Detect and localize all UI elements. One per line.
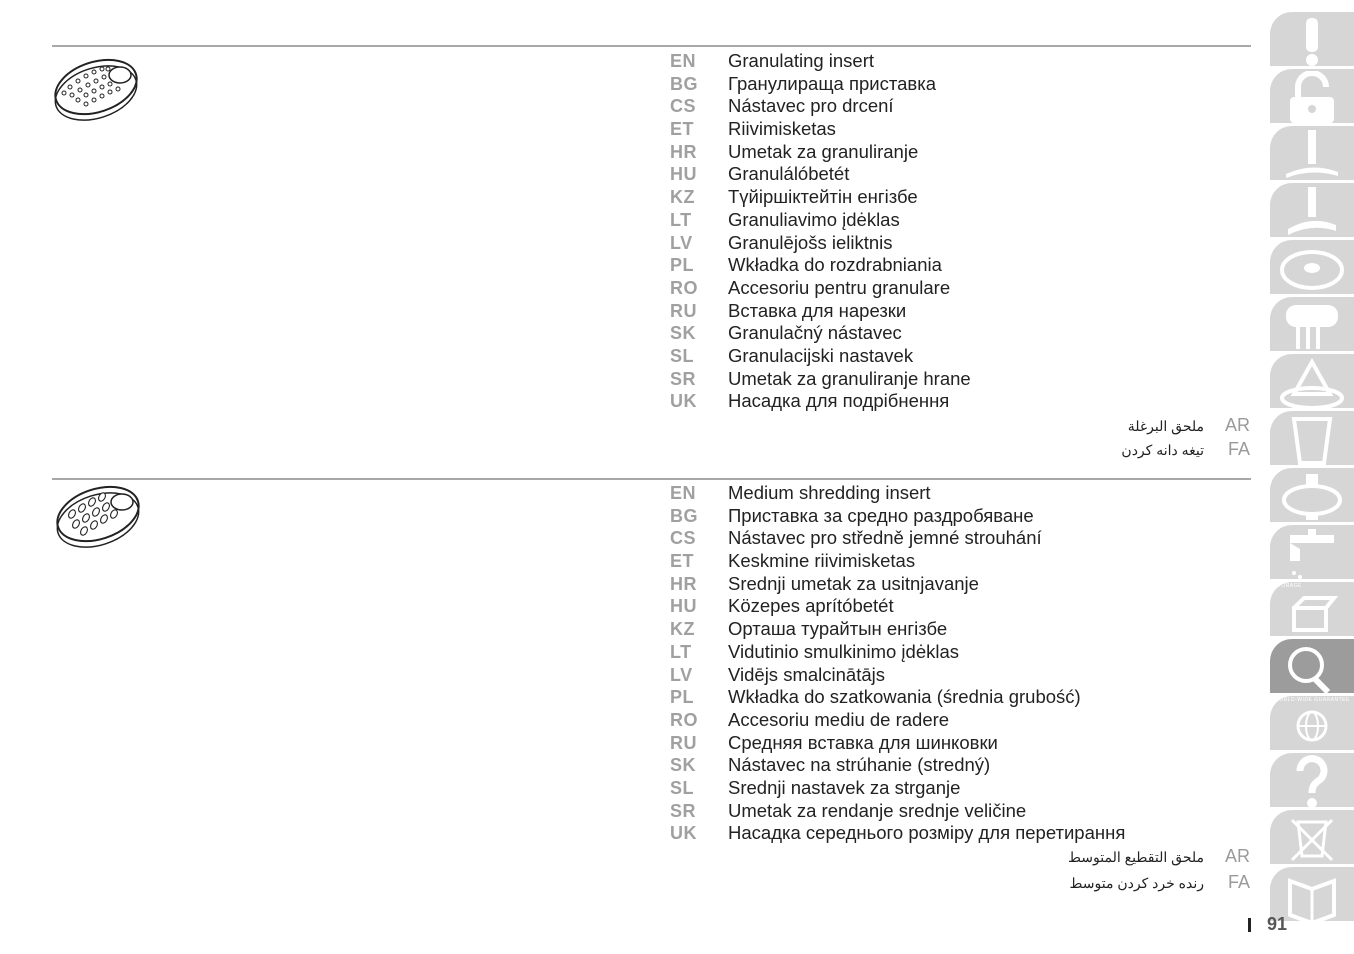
food-processor-icon <box>1276 470 1348 522</box>
item-name: Accesoriu pentru granulare <box>728 276 951 298</box>
unlock-icon <box>1276 71 1348 123</box>
language-code: SR <box>670 368 697 389</box>
item-name: Орташа турайтын енгізбе <box>728 618 948 640</box>
language-code: HR <box>670 573 697 594</box>
item-name: Umetak za rendanje srednje veličine <box>728 799 1027 821</box>
page-number-text: 91 <box>1267 914 1288 934</box>
language-row-sl <box>670 345 1250 368</box>
magnifier-icon <box>1276 641 1348 693</box>
item-name: Nástavec na strúhanie (stredný) <box>728 754 991 776</box>
item-name: Vidutinio smulkinimo įdėklas <box>728 640 960 662</box>
language-code: BG <box>670 505 698 526</box>
language-code: KZ <box>670 619 695 640</box>
warning-icon <box>1276 14 1348 66</box>
page-number <box>1248 914 1287 935</box>
item-name: Granuliavimo įdėklas <box>728 208 900 230</box>
rtl-text: تیغه دانه کردن <box>1121 442 1204 458</box>
language-row-pl <box>670 254 1250 277</box>
item-name: Accesoriu mediu de radere <box>728 708 950 730</box>
chapter-tab-book[interactable] <box>1270 867 1354 921</box>
rtl-code: FA <box>1227 439 1250 459</box>
tab-label: STORAGE <box>1274 583 1302 589</box>
language-row-bg <box>670 505 1250 528</box>
item-name: Medium shredding insert <box>728 482 931 503</box>
rtl-text: ملحق البرغلة <box>1127 418 1204 434</box>
section-divider <box>52 478 1251 480</box>
item-name: Granulálóbetét <box>728 163 850 185</box>
item-name: Granulačný nástavec <box>728 322 902 344</box>
rtl-row-ar <box>1128 413 1250 437</box>
item-name: Приставка за средно раздробяване <box>728 504 1034 526</box>
language-row-lv <box>670 232 1250 255</box>
language-row-ru <box>670 732 1250 755</box>
item-name: Түйіршіктейтін енгізбе <box>728 186 918 208</box>
item-name: Гранулираща приставка <box>728 72 937 94</box>
item-name: Keskmine riivimisketas <box>728 550 916 572</box>
rtl-text: ملحق التقطيع المتوسط <box>1068 849 1204 865</box>
language-row-sk <box>670 322 1250 345</box>
rtl-row-fa <box>1121 437 1250 461</box>
medium-shredding-insert-list <box>670 482 1250 845</box>
item-name: Umetak za granuliranje <box>728 140 919 162</box>
item-name: Granulating insert <box>728 50 875 71</box>
item-name: Nástavec pro drcení <box>728 95 894 117</box>
whisk-icon <box>1276 299 1348 351</box>
item-name: Вставка для нарезки <box>728 299 907 321</box>
language-row-et <box>670 550 1250 573</box>
item-name: Насадка для подрібнення <box>728 390 950 412</box>
language-code: SR <box>670 800 697 821</box>
chapter-tab-blender-jar[interactable] <box>1270 411 1354 465</box>
rtl-code: FA <box>1227 872 1250 892</box>
globe-icon <box>1276 698 1348 750</box>
chapter-tab-tap[interactable] <box>1270 525 1354 579</box>
blade-icon <box>1276 128 1348 180</box>
item-name: Nástavec pro středně jemné strouhání <box>728 527 1042 549</box>
language-row-hu <box>670 163 1250 186</box>
language-code: HU <box>670 596 697 617</box>
language-row-ru <box>670 300 1250 323</box>
language-row-lv <box>670 664 1250 687</box>
language-row-kz <box>670 186 1250 209</box>
language-code: PL <box>670 255 695 276</box>
language-code: RO <box>670 277 698 298</box>
language-code: KZ <box>670 187 695 208</box>
language-code: HR <box>670 141 697 162</box>
language-row-sr <box>670 800 1250 823</box>
language-list <box>670 482 1250 845</box>
item-name: Wkładka do szatkowania (średnia grubość) <box>728 686 1081 708</box>
language-code: ET <box>670 119 695 140</box>
language-code: BG <box>670 73 698 94</box>
language-row-lt <box>670 641 1250 664</box>
item-name: Granulacijski nastavek <box>728 344 914 366</box>
rtl-row-ar <box>1068 844 1250 868</box>
citrus-press-icon <box>1276 356 1348 408</box>
language-code: LV <box>670 232 693 253</box>
item-name: Umetak za granuliranje hrane <box>728 367 971 389</box>
chapter-tab-food-processor[interactable] <box>1270 468 1354 522</box>
language-code: CS <box>670 96 697 117</box>
language-row-uk <box>670 390 1250 413</box>
item-name: Wkładka do rozdrabniania <box>728 254 942 276</box>
language-code: SL <box>670 345 695 366</box>
recycle-bin-icon <box>1276 812 1348 864</box>
chapter-tab-question[interactable] <box>1270 753 1354 807</box>
chapter-tab-globe[interactable] <box>1270 696 1354 750</box>
chapter-tab-unlock[interactable] <box>1270 69 1354 123</box>
language-code: RU <box>670 732 697 753</box>
granulating-insert-image <box>50 57 142 130</box>
item-name: Насадка середнього розміру для перетирання <box>728 822 1126 844</box>
language-code: PL <box>670 687 695 708</box>
chapter-tab-blade-small[interactable] <box>1270 183 1354 237</box>
item-name: Vidējs smalcinātājs <box>728 663 885 685</box>
chapter-tab-storage[interactable] <box>1270 582 1354 636</box>
language-code: CS <box>670 528 697 549</box>
language-code: ET <box>670 551 695 572</box>
item-name: Riivimisketas <box>728 118 836 140</box>
language-code: SK <box>670 755 697 776</box>
language-row-hr <box>670 573 1250 596</box>
chapter-tab-whisk[interactable] <box>1270 297 1354 351</box>
language-row-sl <box>670 777 1250 800</box>
language-code: RU <box>670 300 697 321</box>
language-code: LV <box>670 664 693 685</box>
language-row-en <box>670 482 1250 505</box>
granulating-insert-list <box>670 50 1250 413</box>
language-row-ro <box>670 277 1250 300</box>
question-icon <box>1276 755 1348 807</box>
language-code: EN <box>670 483 697 503</box>
rtl-code: AR <box>1224 415 1250 435</box>
language-row-en <box>670 50 1250 73</box>
language-code: LT <box>670 209 692 230</box>
rtl-code: AR <box>1224 846 1250 866</box>
rtl-text: رنده خرد کردن متوسط <box>1069 875 1204 891</box>
language-row-lt <box>670 209 1250 232</box>
language-row-ro <box>670 709 1250 732</box>
medium-shredding-insert-image <box>52 484 144 557</box>
language-code: UK <box>670 823 697 844</box>
section-divider <box>52 45 1251 47</box>
language-code: LT <box>670 641 692 662</box>
language-code: UK <box>670 391 697 412</box>
chapter-tab-warning[interactable] <box>1270 12 1354 66</box>
language-row-cs <box>670 527 1250 550</box>
language-list <box>670 50 1250 413</box>
storage-icon <box>1276 584 1348 636</box>
language-row-sk <box>670 754 1250 777</box>
chapter-tab-disc[interactable] <box>1270 240 1354 294</box>
language-row-sr <box>670 368 1250 391</box>
language-row-et <box>670 118 1250 141</box>
language-row-cs <box>670 95 1250 118</box>
chapter-tab-magnifier[interactable] <box>1270 639 1354 693</box>
blade-small-icon <box>1276 185 1348 237</box>
language-code: RO <box>670 709 698 730</box>
language-row-hr <box>670 141 1250 164</box>
language-row-uk <box>670 822 1250 845</box>
blender-jar-icon <box>1276 413 1348 465</box>
chapter-tab-citrus-press[interactable] <box>1270 354 1354 408</box>
language-row-hu <box>670 595 1250 618</box>
language-code: HU <box>670 164 697 185</box>
rtl-row-fa <box>1069 870 1250 894</box>
language-code: EN <box>670 51 697 71</box>
disc-icon <box>1276 242 1348 294</box>
item-name: Средняя вставка для шинковки <box>728 731 998 753</box>
chapter-tab-recycle-bin[interactable] <box>1270 810 1354 864</box>
item-name: Srednji umetak za usitnjavanje <box>728 572 979 594</box>
language-row-pl <box>670 686 1250 709</box>
item-name: Srednji nastavek za strganje <box>728 776 961 798</box>
language-row-kz <box>670 618 1250 641</box>
item-name: Közepes aprítóbetét <box>728 595 894 617</box>
item-name: Granulējošs ieliktnis <box>728 231 893 253</box>
chapter-tab-blade[interactable] <box>1270 126 1354 180</box>
tap-icon <box>1276 527 1348 579</box>
language-row-bg <box>670 73 1250 96</box>
language-code: SL <box>670 777 695 798</box>
chapter-tabs <box>1270 12 1354 924</box>
tab-label: WORLD-WIDE GUARANTEE <box>1274 697 1350 703</box>
page-marker <box>1248 918 1251 932</box>
language-code: SK <box>670 323 697 344</box>
